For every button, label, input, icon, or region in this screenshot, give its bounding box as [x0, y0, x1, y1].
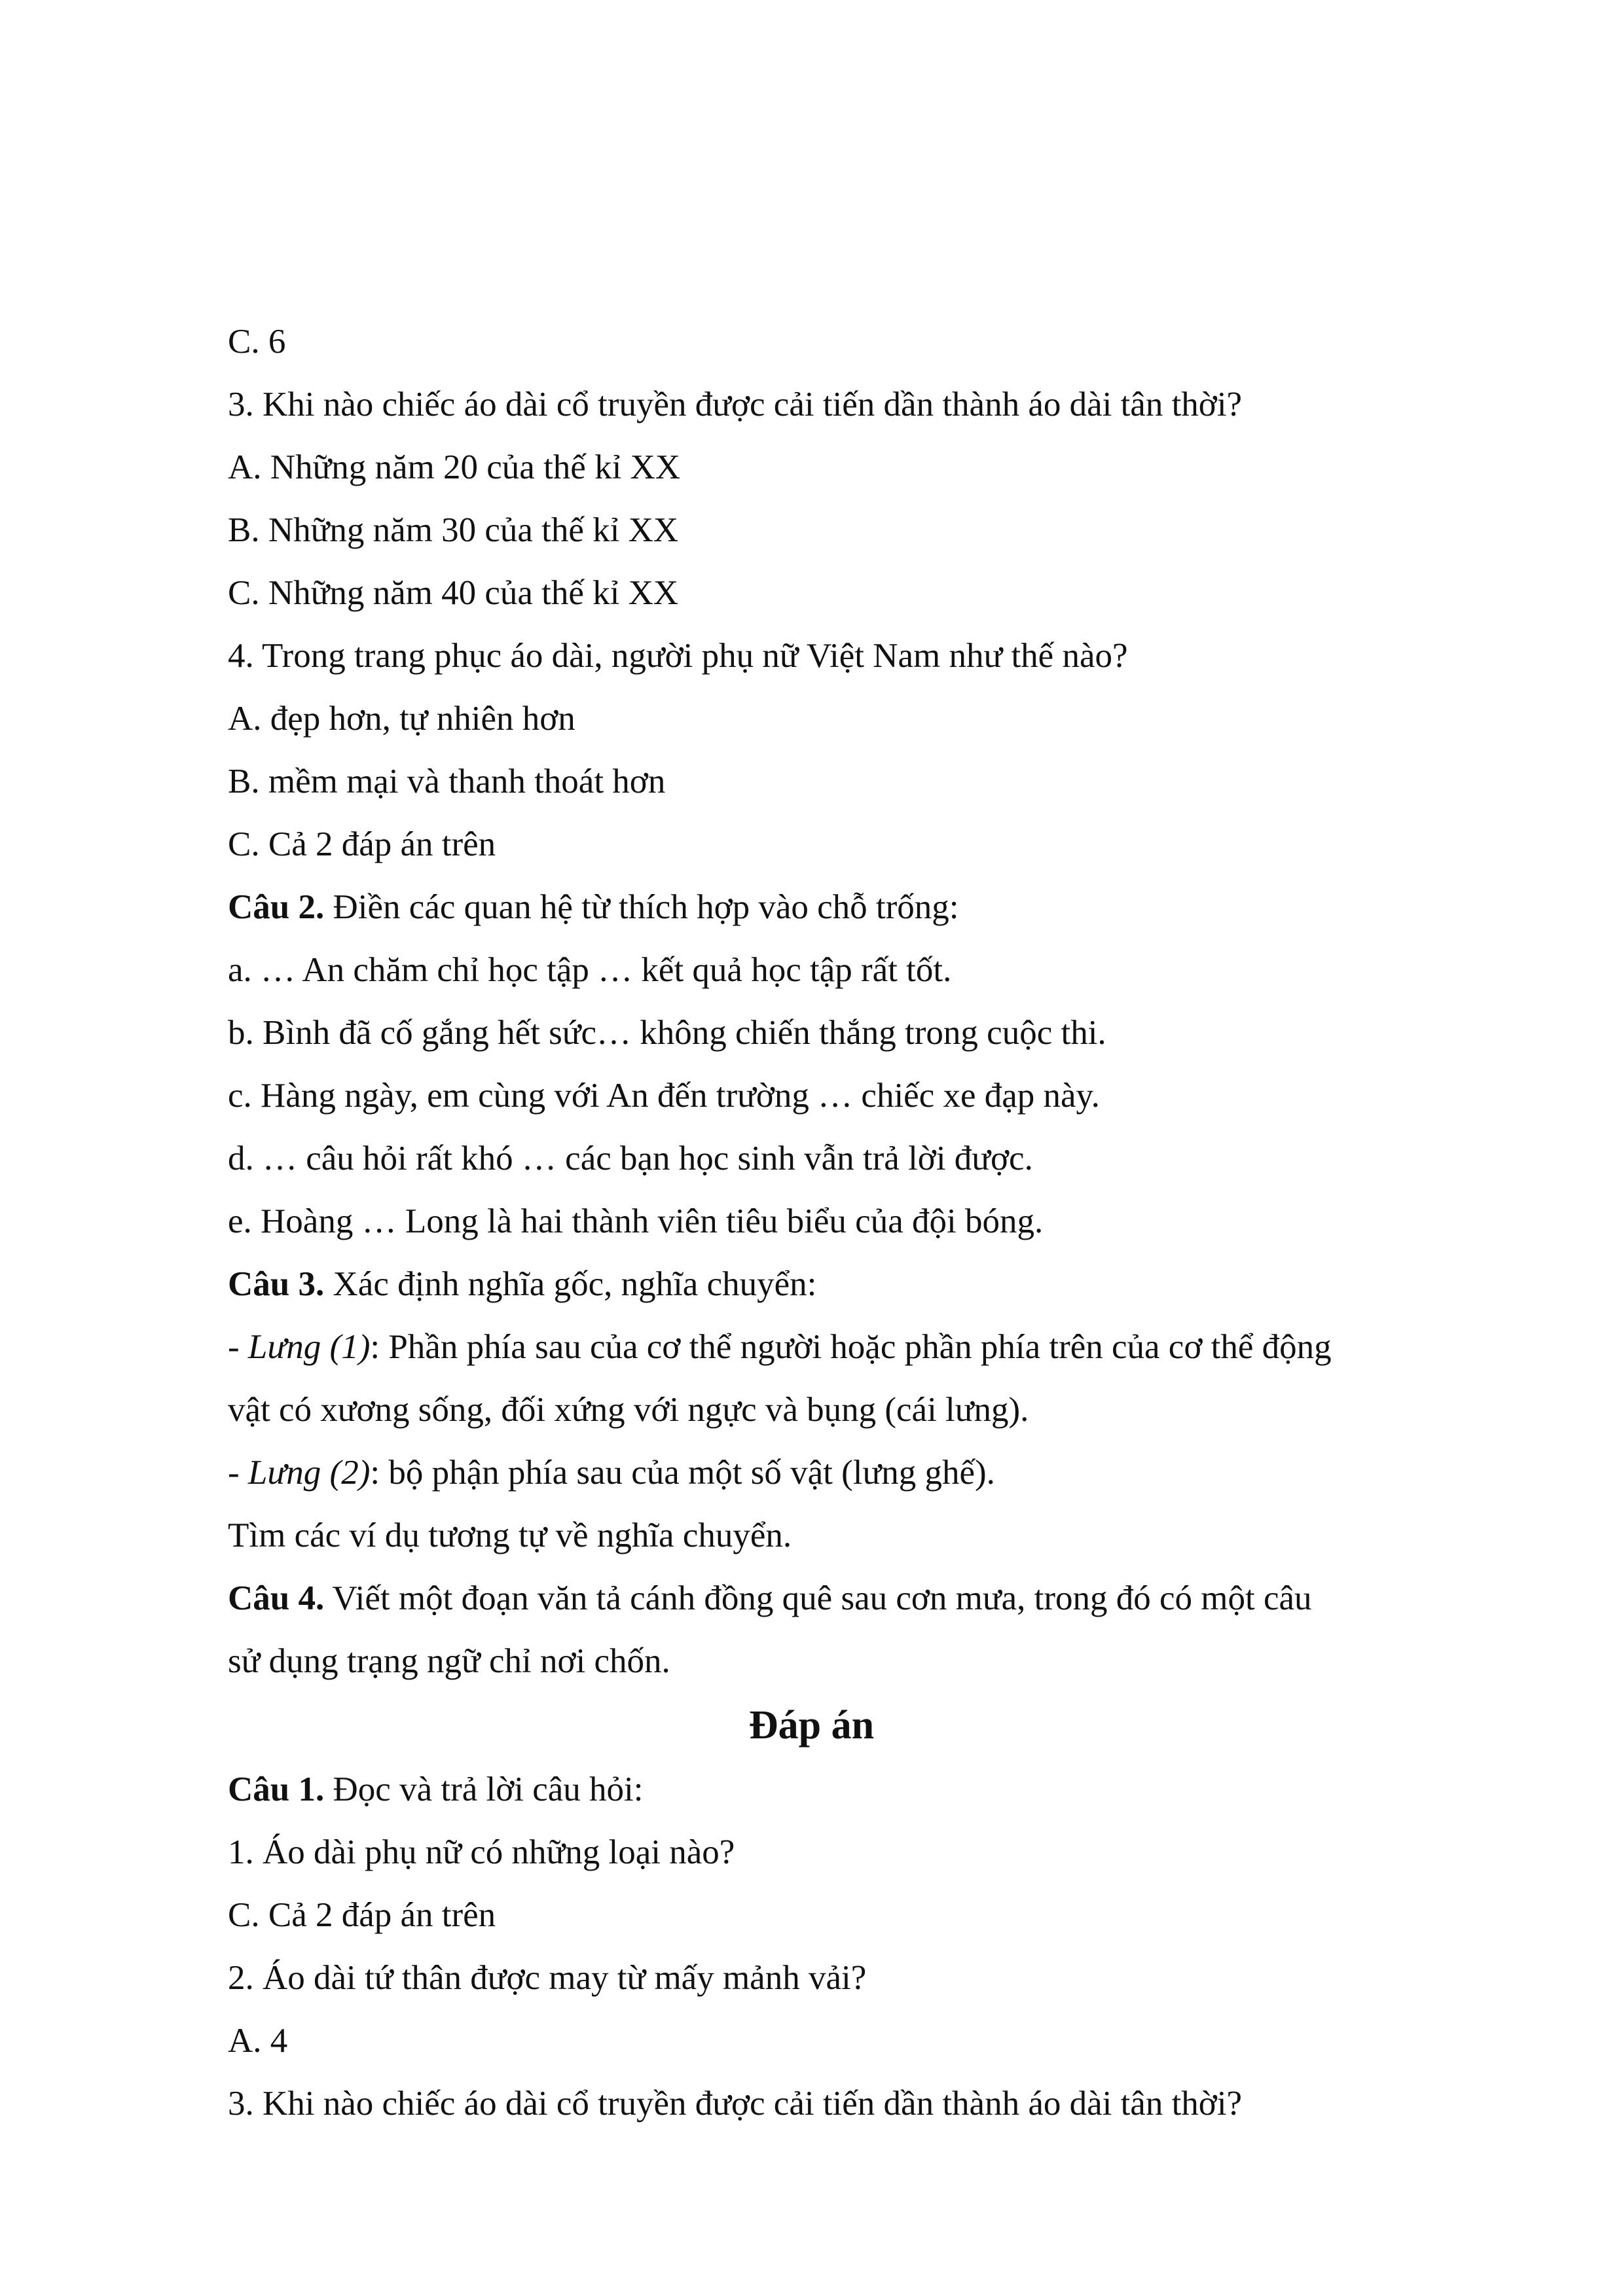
answer-option: C. Những năm 40 của thế kỉ XX: [228, 574, 679, 612]
answer: A. 4: [228, 2022, 288, 2060]
exercise-heading: [228, 886, 959, 928]
answer-option: A. Những năm 20 của thế kỉ XX: [228, 448, 681, 486]
definition-continuation: vật có xương sống, đối xứng với ngực và bụng (cái lưng).: [228, 1391, 1029, 1429]
exercise-item: c. Hàng ngày, em cùng với An đến trường … chiếc xe đạp này.: [228, 1077, 1100, 1115]
answer-option: C. Cả 2 đáp án trên: [228, 825, 496, 863]
exercise-instruction: Viết một đoạn văn tả cánh đồng quê sau cơn mưa, trong đó có một câu: [324, 1579, 1312, 1617]
exercise-instruction: Điền các quan hệ từ thích hợp vào chỗ trống:: [324, 888, 959, 926]
definition-text: : Phần phía sau của cơ thể người hoặc phần phía trên của cơ thể động: [370, 1328, 1332, 1366]
exercise-label: Câu 1.: [228, 1770, 325, 1808]
question: 3. Khi nào chiếc áo dài cổ truyền được cải tiến dần thành áo dài tân thời?: [228, 2085, 1243, 2123]
exercise-label: Câu 2.: [228, 888, 325, 926]
answer-option: A. đẹp hơn, tự nhiên hơn: [228, 700, 575, 738]
exercise-label: Câu 4.: [228, 1579, 325, 1617]
exercise-label: Câu 3.: [228, 1265, 325, 1303]
exercise-item: e. Hoàng … Long là hai thành viên tiêu biểu của đội bóng.: [228, 1202, 1044, 1240]
exercise-heading: [228, 1577, 1312, 1619]
definition: [228, 1326, 1332, 1368]
answer-option: B. Những năm 30 của thế kỉ XX: [228, 511, 679, 549]
dash: -: [228, 1454, 248, 1492]
exercise-instruction: Đọc và trả lời câu hỏi:: [324, 1770, 644, 1808]
answer-key-title: Đáp án: [748, 1703, 875, 1748]
exercise-instruction-continuation: sử dụng trạng ngữ chỉ nơi chốn.: [228, 1642, 670, 1680]
exercise-heading: [228, 1768, 643, 1810]
question: 3. Khi nào chiếc áo dài cổ truyền được cải tiến dần thành áo dài tân thời?: [228, 386, 1243, 423]
question: 1. Áo dài phụ nữ có những loại nào?: [228, 1833, 735, 1871]
exercise-item: a. … An chăm chỉ học tập … kết quả học tập rất tốt.: [228, 951, 952, 989]
answer: C. Cả 2 đáp án trên: [228, 1896, 496, 1934]
exercise-instruction: Xác định nghĩa gốc, nghĩa chuyển:: [324, 1265, 817, 1303]
answer-option: C. 6: [228, 323, 286, 361]
exercise-item: d. … câu hỏi rất khó … các bạn học sinh vẫn trả lời được.: [228, 1139, 1033, 1177]
dash: -: [228, 1328, 248, 1366]
definition-text: : bộ phận phía sau của một số vật (lưng ghế).: [370, 1454, 995, 1492]
exercise-item: b. Bình đã cố gắng hết sức… không chiến thắng trong cuộc thi.: [228, 1014, 1106, 1052]
question: 2. Áo dài tứ thân được may từ mấy mảnh vải?: [228, 1959, 867, 1997]
definition: [228, 1452, 995, 1494]
exercise-heading: [228, 1263, 816, 1305]
definition-term: Lưng (1): [247, 1328, 371, 1366]
definition-term: Lưng (2): [247, 1454, 371, 1492]
exercise-instruction: Tìm các ví dụ tương tự về nghĩa chuyển.: [228, 1516, 792, 1554]
question: 4. Trong trang phục áo dài, người phụ nữ Việt Nam như thế nào?: [228, 637, 1128, 675]
answer-option: B. mềm mại và thanh thoát hơn: [228, 762, 666, 800]
